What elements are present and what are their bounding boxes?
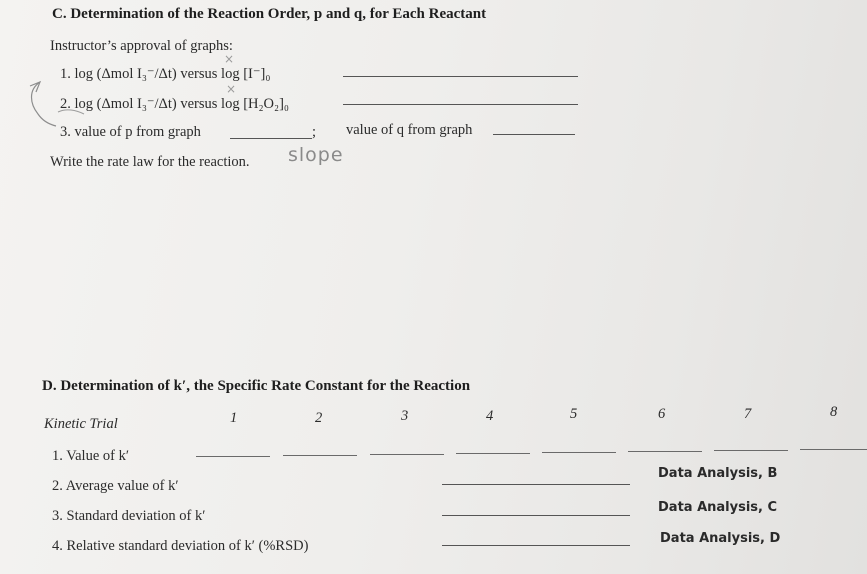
data-analysis-b: Data Analysis, B — [658, 466, 778, 481]
std-dev-label: 3. Standard deviation of k′ — [52, 508, 206, 524]
graph-item-1: 1. log (Δmol I₃⁻/Δt) versus log [I⁻]₀ — [60, 66, 271, 82]
approval-label: Instructor’s approval of graphs: — [50, 38, 233, 54]
section-c-heading: C. Determination of the Reaction Order, p and q, for Each Reactant — [52, 6, 487, 22]
data-analysis-d: Data Analysis, D — [660, 531, 781, 546]
k-value-line[interactable] — [800, 449, 867, 450]
rsd-line[interactable] — [442, 545, 630, 546]
average-k-line[interactable] — [442, 484, 630, 485]
trial-number: 5 — [570, 406, 578, 422]
section-d-heading: D. Determination of k′, the Specific Rate Constant for the Reaction — [42, 378, 471, 394]
q-value-line[interactable] — [493, 134, 575, 135]
k-value-line[interactable] — [370, 454, 444, 455]
k-value-line[interactable] — [628, 451, 702, 452]
rsd-label: 4. Relative standard deviation of k′ (%RSD) — [52, 538, 309, 554]
p-value-label: 3. value of p from graph — [60, 124, 201, 140]
kinetic-trial-label: Kinetic Trial — [44, 416, 118, 432]
k-value-line[interactable] — [456, 453, 530, 454]
graph-item-2: 2. log (Δmol I₃⁻/Δt) versus log [H₂O₂]₀ — [60, 96, 289, 112]
trial-number: 7 — [744, 406, 752, 422]
k-value-line[interactable] — [542, 452, 616, 453]
pencil-x-mark: × — [224, 52, 235, 66]
data-analysis-c: Data Analysis, C — [658, 500, 778, 515]
k-value-line[interactable] — [283, 455, 357, 456]
approval-line-1[interactable] — [343, 76, 578, 77]
std-dev-line[interactable] — [442, 515, 630, 516]
k-value-line[interactable] — [714, 450, 788, 451]
pencil-note: slope — [288, 144, 344, 166]
trial-number: 8 — [830, 404, 838, 420]
value-of-k-label: 1. Value of k′ — [52, 448, 130, 464]
p-value-line[interactable] — [230, 138, 312, 139]
q-value-label: value of q from graph — [346, 122, 473, 138]
trial-number: 4 — [486, 408, 494, 424]
approval-line-2[interactable] — [343, 104, 578, 105]
trial-number: 2 — [315, 410, 323, 426]
trial-number: 6 — [658, 406, 666, 422]
trial-number: 3 — [401, 408, 409, 424]
k-value-line[interactable] — [196, 456, 270, 457]
separator: ; — [312, 124, 317, 140]
trial-number: 1 — [230, 410, 238, 426]
pencil-x-mark: × — [226, 82, 237, 96]
average-k-label: 2. Average value of k′ — [52, 478, 179, 494]
rate-law-prompt: Write the rate law for the reaction. — [50, 154, 250, 170]
